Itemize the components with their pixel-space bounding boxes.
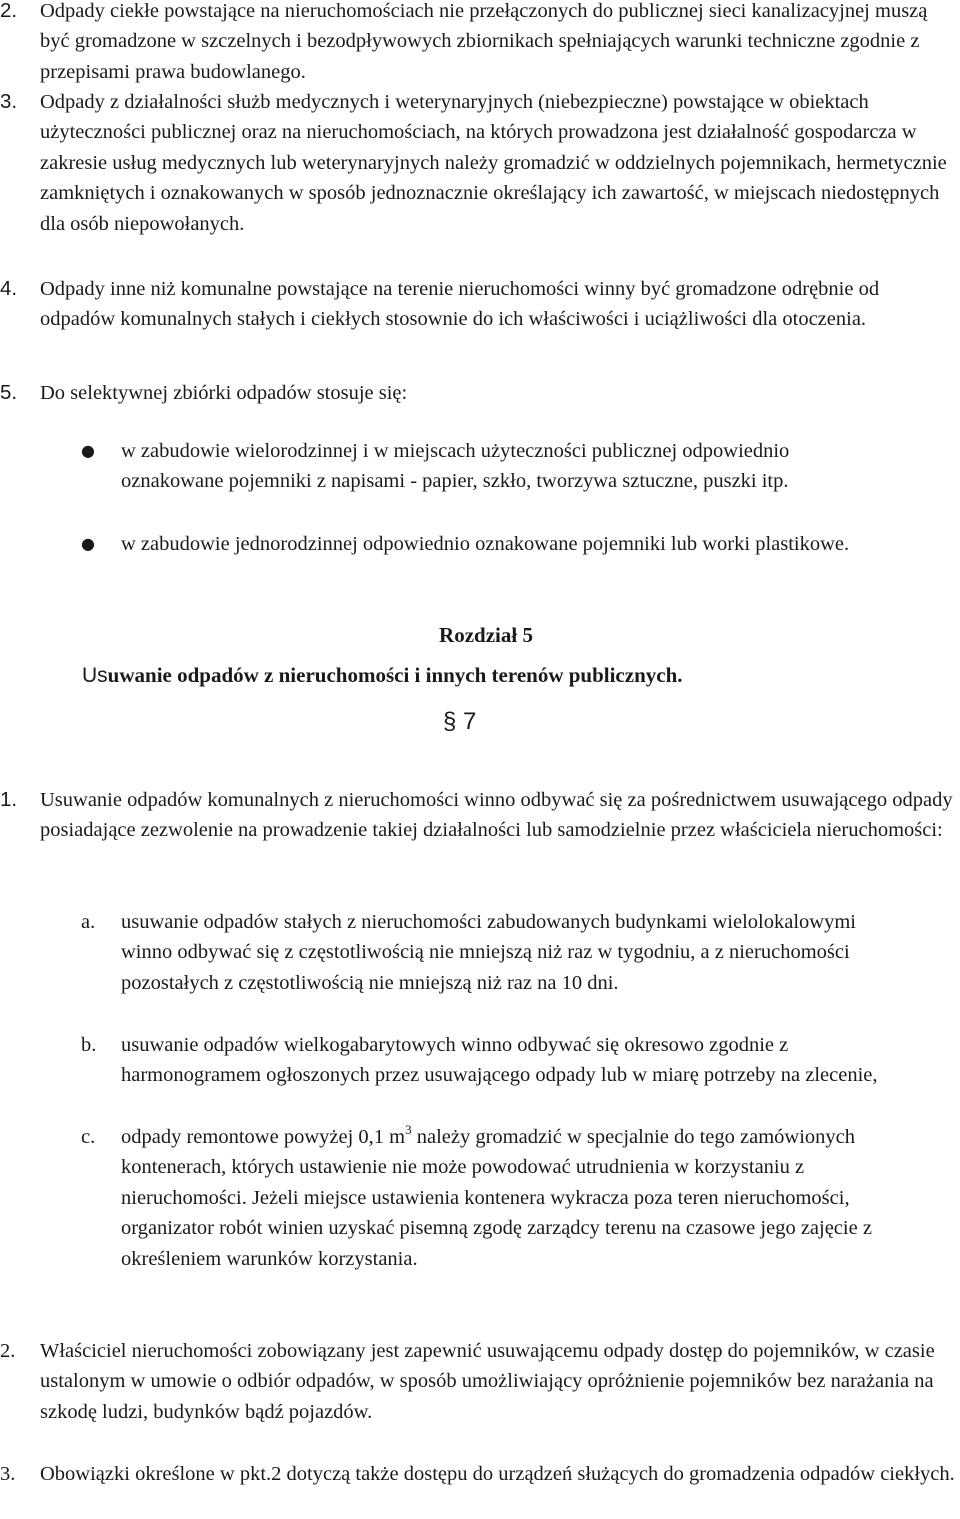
item-text: Odpady ciekłe powstające na nieruchomościach nie przełączonych do publicznej sieci kanalizacyjnej muszą być gromadzone w szczelnych i bezodpływowych zbiornikach spełniających warunki techniczne zgodnie z przepisami prawa budowlanego. <box>40 0 928 83</box>
item-number: 5. <box>0 381 18 404</box>
item-number: 2. <box>0 1340 16 1362</box>
item-number: 3. <box>0 1463 16 1485</box>
paragraph-number: 7 <box>463 708 477 735</box>
sub-item-text <box>121 1122 901 1274</box>
chapter-subtitle <box>82 660 942 691</box>
item-number: 3. <box>0 90 18 113</box>
item-number: 1. <box>0 788 18 811</box>
item-text: Obowiązki określone w pkt.2 dotyczą także dostępu do urządzeń służących do gromadzenia odpadów ciekłych. <box>40 1463 955 1485</box>
sub-item-letter: a. <box>81 911 96 933</box>
bullet-icon: ● <box>81 534 95 553</box>
superscript-exponent: 3 <box>405 1122 412 1137</box>
item-number: 4. <box>0 277 18 300</box>
chapter-title: Rozdział 5 <box>439 623 533 647</box>
text-before: odpady remontowe powyżej 0,1 m <box>121 1126 406 1148</box>
sub-item-letter: b. <box>81 1034 97 1056</box>
sub-item-text: usuwanie odpadów stałych z nieruchomości zabudowanych budynkami wielolokalowymi winno odbywać się z częstotliwością nie mniejszą niż raz w tygodniu, a z nieruchomości pozostałych z częstotliwością nie mniejszą niż raz na 10 dni. <box>121 911 856 994</box>
paragraph-heading <box>443 702 476 742</box>
bullet-text: w zabudowie jednorodzinnej odpowiednio oznakowane pojemniki lub worki plastikowe. <box>121 533 850 555</box>
item-text: Do selektywnej zbiórki odpadów stosuje się: <box>40 382 408 404</box>
bullet-text: w zabudowie wielorodzinnej i w miejscach użyteczności publicznej odpowiednio oznakowane pojemniki z napisami - papier, szkło, tworzywa sztuczne, puszki itp. <box>121 440 790 493</box>
bullet-icon: ● <box>81 441 95 460</box>
subtitle-prefix: Us <box>82 664 108 687</box>
text-after: należy gromadzić w specjalnie do tego zamówionych kontenerach, których ustawienie nie może powodować utrudnienia w korzystaniu z nieruchomości. Jeżeli miejsce ustawienia kontenera wykracza poza teren nieruchomości, organizator robót winien uzyskać pisemną zgodę zarządcy terenu na czasowe jego zajęcie z określeniem warunków korzystania. <box>121 1126 872 1270</box>
item-number: 2. <box>0 0 18 22</box>
item-text: Usuwanie odpadów komunalnych z nieruchomości winno odbywać się za pośrednictwem usuwającego odpady posiadające zezwolenie na prowadzenie takiej działalności lub samodzielnie przez właściciela nieruchomości: <box>40 789 953 842</box>
sub-item-letter: c. <box>81 1126 96 1148</box>
item-text: Właściciel nieruchomości zobowiązany jest zapewnić usuwającemu odpady dostęp do pojemników, w czasie ustalonym w umowie o odbiór odpadów, w sposób umożliwiający opróżnienie pojemników bez narażania na szkodę ludzi, budynków bądź pojazdów. <box>40 1340 935 1423</box>
item-text: Odpady z działalności służb medycznych i weterynaryjnych (niebezpieczne) powstające w obiektach użyteczności publicznej oraz na nieruchomościach, na których prowadzona jest działalność gospodarcza w zakresie usług medycznych lub weterynaryjnych należy gromadzić w oddzielnych pojemnikach, hermetycznie zamkniętych i oznakowanych w sposób jednoznacznie określający ich zawartość, w miejscach niedostępnych dla osób niepowołanych. <box>40 91 947 235</box>
item-text: Odpady inne niż komunalne powstające na terenie nieruchomości winny być gromadzone odrębnie od odpadów komunalnych stałych i ciekłych stosownie do ich właściwości i uciążliwości dla otoczenia. <box>40 278 880 331</box>
subtitle-rest: uwanie odpadów z nieruchomości i innych terenów publicznych. <box>107 663 683 687</box>
sub-item-text: usuwanie odpadów wielkogabarytowych winno odbywać się okresowo zgodnie z harmonogramem ogłoszonych przez usuwającego odpady lub w miarę potrzeby na zlecenie, <box>121 1034 878 1087</box>
paragraph-sign: § <box>443 708 457 735</box>
